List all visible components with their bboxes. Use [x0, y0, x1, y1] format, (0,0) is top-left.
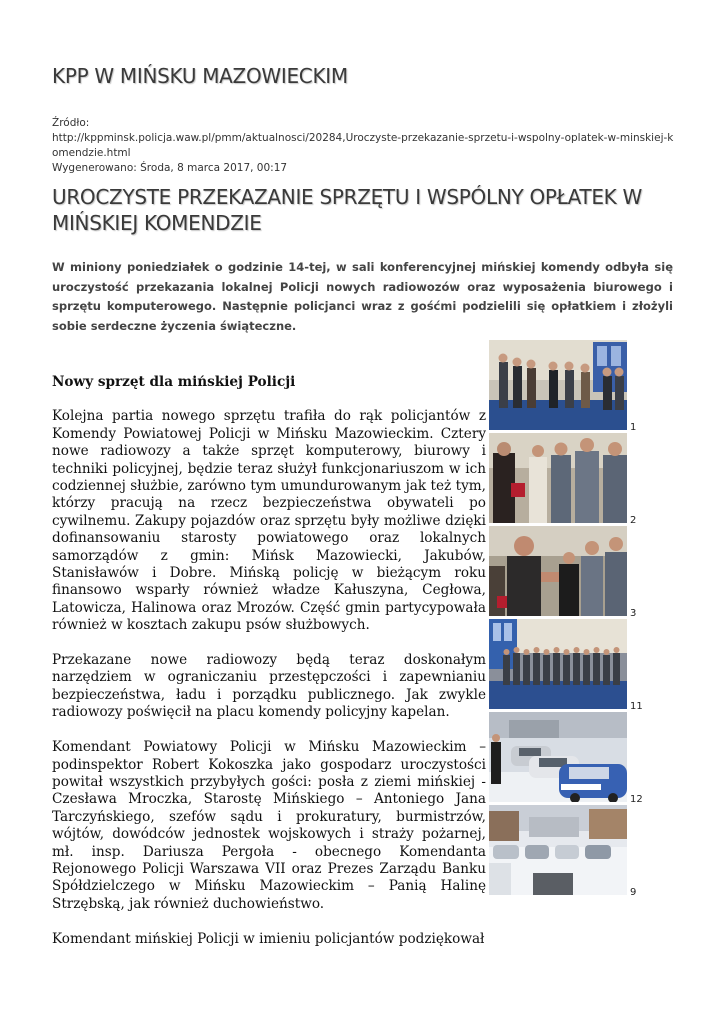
photo-caption: 1 — [630, 422, 637, 433]
photo-thumbnail-police-cars[interactable] — [489, 712, 627, 802]
photo-thumbnail-group-hall[interactable] — [489, 619, 627, 709]
gallery-item[interactable] — [489, 433, 649, 526]
section-heading: Nowy sprzęt dla mińskiej Policji — [52, 374, 296, 390]
article-lead: W miniony poniedziałek o godzinie 14-tej, w sali konferencyjnej mińskiej komendy odbyła się uroczystość przekazania lokalnej Policji nowych radiowozów oraz wyposażenia biurowego i sprzętu komputerowego. Następnie policjanci wraz z gośćmi podzielili się opłatkiem i złożyli sobie serdeczne życzenia świąteczne. — [52, 260, 673, 333]
source-label: Źródło: — [52, 117, 90, 129]
source-url[interactable]: http://kppminsk.policja.waw.pl/pmm/aktualnosci/20284,Uroczyste-przekazanie-sprzetu-i-wspolny-oplatek-w-minskiej-komendzie.html — [52, 132, 674, 159]
generated-date: Wygenerowano: Środa, 8 marca 2017, 00:17 — [52, 162, 288, 174]
photo-caption: 9 — [630, 887, 637, 898]
article-body — [52, 374, 486, 965]
photo-gallery — [489, 340, 649, 898]
paragraph: Komendant Powiatowy Policji w Mińsku Mazowieckim – podinspektor Robert Kokoszka jako gospodarz uroczystości powitał wszystkich przybyłych gości: posła z ziemi mińskiej - Czesława Mroczka, Starostę Mińskiego – Antoniego Jana Tarczyńskiego, szefów sądu i prokuratury, burmistrzów, wójtów, dowódców jednostek wojskowych i straży pożarnej, mł. insp. Dariusza Pergoła - obecnego Komendanta Rejonowego Policji Warszawa VII oraz Prezes Zarządu Banku Spółdzielczego w Mińsku Mazowieckim – Panią Halinę Strzębską, jak również duchowieństwo. — [52, 739, 486, 912]
photo-caption: 2 — [630, 515, 637, 526]
paragraph: Komendant mińskiej Policji w imieniu policjantów podziękował — [52, 930, 485, 947]
photo-caption: 3 — [630, 608, 637, 619]
gallery-item[interactable] — [489, 619, 649, 712]
photo-caption: 12 — [630, 794, 643, 805]
gallery-item[interactable] — [489, 712, 649, 805]
paragraph: Kolejna partia nowego sprzętu trafiła do rąk policjantów z Komendy Powiatowej Policji w Mińsku Mazowieckim. Cztery nowe radiowozy a także sprzęt komputerowy, biurowy i techniki policyjnej, będzie teraz służył funkcjonariuszom w ich codziennej służbie, zarówno tym umundurowanym jak też tym, którzy pracują na rzecz bezpieczeństwa obywateli po cywilnemu. Zakupy pojazdów oraz sprzętu były możliwe dzięki dofinansowaniu starosty powiatowego oraz lokalnych samorządów z gmin: Mińsk Mazowiecki, Jakubów, Stanisławów i Dobre. Mińską policję w bieżącym roku finansowo wsparły również władze Kałuszyna, Cegłowa, Latowicza, Halinowa oraz Mrozów. Część gmin partycypowała również w kosztach zakupu psów służbowych. — [52, 408, 486, 634]
gallery-item[interactable] — [489, 805, 649, 898]
photo-thumbnail-parking-lot[interactable] — [489, 805, 627, 895]
photo-thumbnail-conference-room[interactable] — [489, 340, 627, 430]
paragraph: Przekazane nowe radiowozy będą teraz doskonałym narzędziem w ograniczaniu przestępczości i zapewnianiu bezpieczeństwa, ładu i porządku publicznego. Jak zwykle radiowozy poświęcił na placu komendy policyjny kapelan. — [52, 652, 486, 721]
article-title: UROCZYSTE PRZEKAZANIE SPRZĘTU I WSPÓLNY OPŁATEK W MIŃSKIEJ KOMENDZIE — [52, 185, 643, 235]
photo-thumbnail-handshake[interactable] — [489, 526, 627, 616]
site-title: KPP W MIŃSKU MAZOWIECKIM — [52, 64, 348, 88]
photo-thumbnail-blessing[interactable] — [489, 433, 627, 523]
source-metadata — [52, 116, 674, 176]
gallery-item[interactable] — [489, 526, 649, 619]
photo-caption: 11 — [630, 701, 643, 712]
gallery-item[interactable] — [489, 340, 649, 433]
